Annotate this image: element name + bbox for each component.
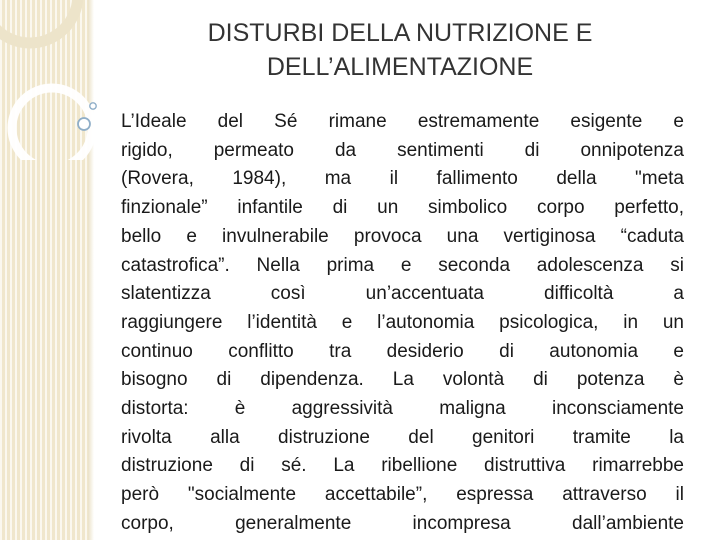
slide-body-paragraph [121,108,684,539]
body-line: rivolta alla distruzione del genitori tramite la [121,426,684,448]
decorative-rings [0,0,130,160]
small-bullet-dot [90,103,96,109]
body-line: distorta: è aggressività maligna inconsciamente [121,398,684,420]
body-line: bello e invulnerabile provoca una vertiginosa “caduta [121,225,684,247]
body-line: distruzione di sé. La ribellione distruttiva rimarrebbe [121,455,684,477]
body-line: rigido, permeato da sentimenti di onnipotenza [121,139,684,161]
body-line: però "socialmente accettabile”, espressa attraverso il [121,484,684,506]
body-line: bisogno di dipendenza. La volontà di potenza è [121,369,684,391]
body-line: continuo conflitto tra desiderio di autonomia e [121,340,684,362]
body-line: slatentizza così un’accentuata difficoltà a [121,283,684,305]
bullet-ring-icon [78,118,90,130]
body-line: (Rovera, 1984), ma il fallimento della "meta [121,168,684,190]
slide-title [150,16,650,84]
body-line: raggiungere l’identità e l’autonomia psicologica, in un [121,311,684,333]
body-line: L’Ideale del Sé rimane estremamente esigente e [121,111,684,132]
body-line: corpo, generalmente incompresa dall’ambiente [121,512,684,534]
top-ring-decoration [0,0,78,43]
title-line: DELL’ALIMENTAZIONE [266,53,534,81]
body-line: catastrofica”. Nella prima e seconda adolescenza si [121,254,684,276]
body-line: finzionale” infantile di un simbolico corpo perfetto, [121,197,684,219]
title-line: DISTURBI DELLA NUTRIZIONE E [207,19,593,47]
